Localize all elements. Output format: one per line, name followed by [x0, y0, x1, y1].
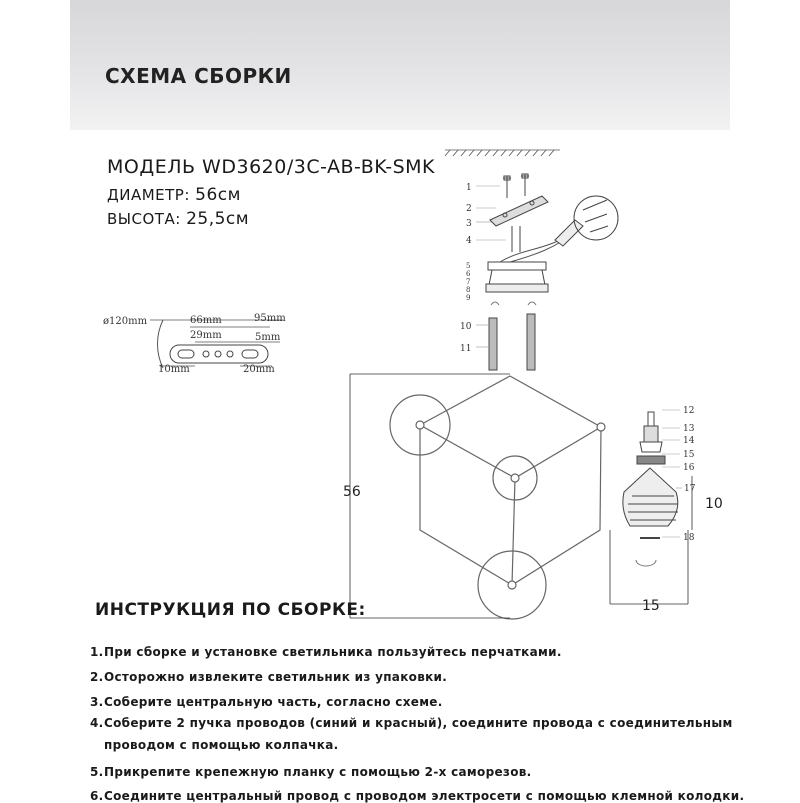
- step-text: При сборке и установке светильника пользуйтесь перчатками.: [104, 645, 562, 659]
- mount-parts: [476, 174, 618, 370]
- part-number-9: 9: [466, 294, 471, 302]
- step-number: 6.: [90, 789, 104, 803]
- instruction-step: [90, 765, 531, 779]
- part-number-6: 6: [466, 270, 471, 278]
- part-numbers-right: [683, 406, 696, 543]
- part-number-12: 12: [683, 406, 695, 416]
- part-number-3: 3: [466, 219, 472, 229]
- step-text: Соберите 2 пучка проводов (синий и красный), соедините провода с соединительным: [104, 716, 733, 730]
- instruction-step-continuation: [104, 738, 338, 752]
- model-name: МОДЕЛЬ WD3620/3C-AB-BK-SMK: [107, 156, 436, 178]
- part-number-10: 10: [460, 322, 472, 332]
- plate-width-20-label: 20mm: [243, 364, 275, 375]
- instruction-step: [90, 670, 447, 684]
- part-number-15: 15: [683, 450, 695, 460]
- instruction-step: [90, 645, 562, 659]
- part-numbers-left: [460, 183, 472, 354]
- ceiling-hatch: [445, 150, 560, 156]
- shade-height-label: 10: [705, 496, 723, 512]
- step-text: Соберите центральную часть, согласно схеме.: [104, 695, 443, 709]
- plate-width-66-label: 66mm: [190, 315, 222, 326]
- step-number: 5.: [90, 765, 104, 779]
- part-number-14: 14: [683, 436, 695, 446]
- part-number-13: 13: [683, 424, 695, 434]
- part-number-17: 17: [684, 484, 696, 494]
- part-number-8: 8: [466, 286, 471, 294]
- part-number-16: 16: [683, 463, 695, 473]
- plate-diameter-label: ø120mm: [103, 316, 148, 327]
- instruction-step: [90, 716, 733, 730]
- part-number-5: 5: [466, 262, 471, 270]
- step-text: Прикрепите крепежную планку с помощью 2-х саморезов.: [104, 765, 532, 779]
- plate-width-5-label: 5mm: [255, 332, 281, 343]
- plate-width-29-label: 29mm: [190, 330, 222, 341]
- instructions-title: ИНСТРУКЦИЯ ПО СБОРКЕ:: [95, 600, 366, 620]
- height-dimension-label: 56: [343, 484, 361, 500]
- step-text: проводом с помощью колпачка.: [104, 738, 339, 752]
- part-number-2: 2: [466, 204, 472, 214]
- part-number-4: 4: [466, 236, 472, 246]
- page-title: СХЕМА СБОРКИ: [105, 64, 292, 88]
- step-number: 2.: [90, 670, 104, 684]
- step-text: Соедините центральный провод с проводом электросети с помощью клемной колодки.: [104, 789, 745, 803]
- step-number: 3.: [90, 695, 104, 709]
- plate-width-10-label: 10mm: [158, 364, 190, 375]
- instruction-step: [90, 695, 443, 709]
- mounting-plate-detail: [103, 313, 286, 375]
- lamp-detail: [610, 410, 692, 604]
- chandelier-frame: [390, 376, 605, 619]
- diameter-label: ДИАМЕТР:: [107, 186, 190, 204]
- plate-width-95-label: 95mm: [254, 313, 286, 324]
- part-number-11: 11: [460, 344, 472, 354]
- height-value: 25,5см: [186, 209, 250, 229]
- height-label: ВЫСОТА:: [107, 210, 181, 228]
- height-dimension: [350, 374, 510, 618]
- part-number-18: 18: [683, 533, 695, 543]
- instruction-step: [90, 789, 744, 803]
- step-text: Осторожно извлеките светильник из упаковки.: [104, 670, 448, 684]
- step-number: 4.: [90, 716, 104, 730]
- step-number: 1.: [90, 645, 104, 659]
- diameter-value: 56см: [195, 185, 241, 205]
- part-number-7: 7: [466, 278, 471, 286]
- part-number-1: 1: [466, 183, 472, 193]
- shade-width-label: 15: [642, 598, 660, 614]
